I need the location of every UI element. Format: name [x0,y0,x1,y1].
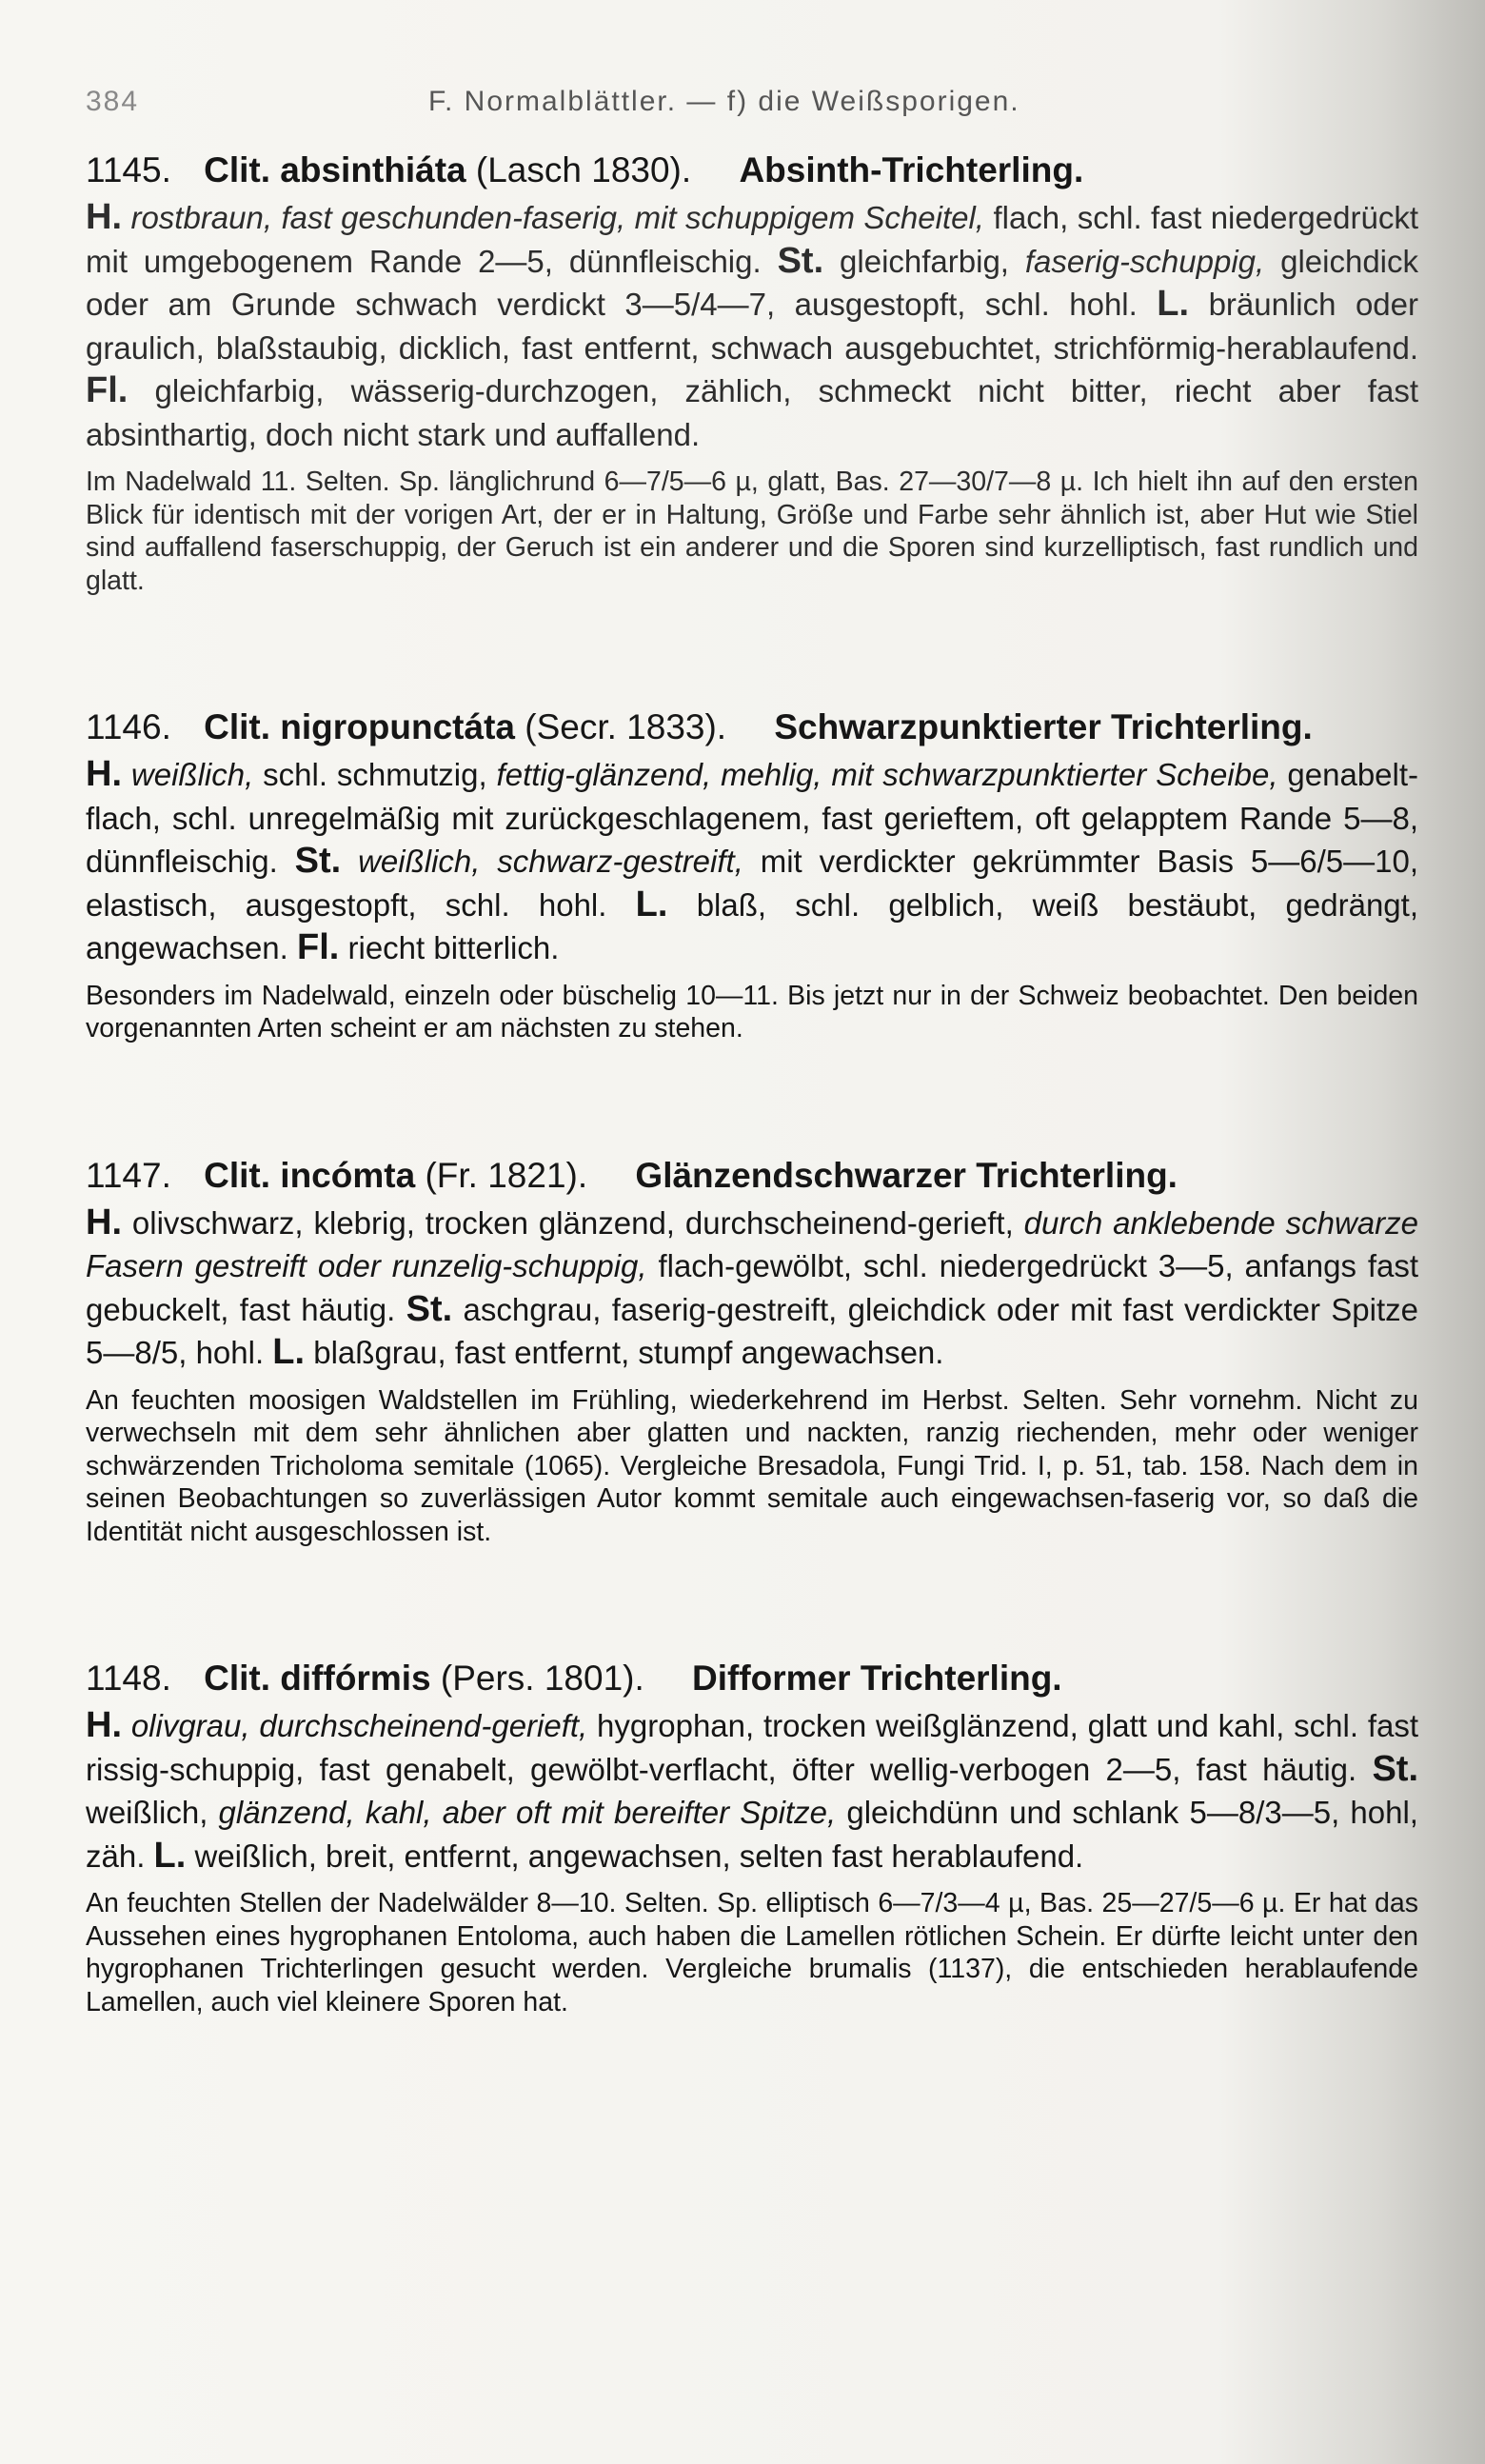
authority: (Fr. 1821). [425,1155,588,1195]
stem-text: gleichfarbig, [840,243,1009,279]
latin-name: Clit. diffórmis [204,1659,431,1698]
authority: (Lasch 1830). [475,150,692,189]
stem-text: weißlich, [86,1795,208,1830]
description [86,196,1418,456]
stem-text: aschgrau, faserig-gestreift, gleichdick oder mit fast verdickter Spitze 5—8/5, hohl. [86,1291,1419,1370]
latin-name: Clit. incómta [204,1155,416,1195]
cap-text-2: flach-gewölbt, schl. niedergedrückt 3—5, anfangs fast gebuckelt, fast häutig. [86,1248,1419,1327]
cap-text-2: genabelt-flach, schl. unregelmäßig mit zurückgeschlagenem, fast gerieftem, oft gelapptem Rande 5—8, dünnfleischig. [86,757,1419,879]
cap-italic-2: fettig-glänzend, mehlig, mit schwarzpunktierter Scheibe, [496,757,1278,792]
gills-text: blaßgrau, fast entfernt, stumpf angewachsen. [313,1335,944,1370]
cap-label: H. [86,1202,122,1242]
stem-label: St. [294,841,342,881]
cap-label: H. [86,197,122,237]
stem-italic: faserig-schuppig, [1024,243,1265,279]
species-entry-1148 [86,1653,1418,2018]
species-entry-1145 [86,145,1418,597]
entry-number: 1147. [86,1155,171,1195]
page-number: 384 [86,86,140,117]
entry-note: Im Nadelwald 11. Selten. Sp. länglichrund 6—7/5—6 µ, glatt, Bas. 27—30/7—8 µ. Ich hielt ihn auf den ersten Blick für identisch mit der vorigen Art, der er in Haltung, Größe und Farbe sehr ähnlich ist, aber Hut wie Stiel sind auffallend faserschuppig, der Geruch ist ein anderer und die Sporen sind kurzelliptisch, fast rundlich und glatt. [86,467,1418,596]
gills-label: L. [272,1332,306,1372]
description [86,1202,1418,1375]
running-title: F. Normalblättler. — f) die Weißsporigen. [428,86,1020,117]
flesh-text: riecht bitterlich. [347,930,560,965]
stem-text-2: gleichdick oder am Grunde schwach verdickt 3—5/4—7, ausgestopft, schl. hohl. [86,243,1419,322]
gills-label: L. [635,884,668,924]
common-name: Difformer Trichterling. [692,1659,1062,1698]
entry-number: 1146. [86,707,171,746]
cap-text: hygrophan, trocken weißglänzend, glatt und kahl, schl. fast rissig-schuppig, fast genabelt, gewölbt-verflacht, öfter wellig-verbogen 2—5, fast häutig. [86,1708,1419,1787]
flesh-label: Fl. [86,370,129,410]
flesh-text: gleichfarbig, wässerig-durchzogen, zählich, schmeckt nicht bitter, riecht aber fast absinthartig, doch nicht stark und auffallend. [86,373,1418,452]
entry-heading [86,1150,1418,1202]
common-name: Absinth-Trichterling. [739,150,1084,189]
authority: (Pers. 1801). [440,1659,644,1698]
common-name: Glänzendschwarzer Trichterling. [635,1155,1178,1195]
cap-label: H. [86,754,122,794]
latin-name: Clit. nigropunctáta [204,707,515,746]
flesh-label: Fl. [297,927,340,967]
entry-note: Besonders im Nadelwald, einzeln oder büschelig 10—11. Bis jetzt nur in der Schweiz beobachtet. Den beiden vorgenannten Arten scheint er am nächsten zu stehen. [86,980,1418,1043]
stem-label: St. [777,240,824,281]
cap-italic: olivgrau, durchscheinend-gerieft, [130,1708,588,1743]
cap-italic: weißlich, [130,757,254,792]
gills-label: L. [1157,284,1190,324]
common-name: Schwarzpunktierter Trichterling. [774,707,1313,746]
gills-text: blaß, schl. gelblich, weiß bestäubt, gedrängt, angewachsen. [86,886,1418,965]
cap-italic: rostbraun, fast geschunden-faserig, mit schuppigem Scheitel, [130,200,984,235]
cap-italic: durch anklebende schwarze Fasern gestreift oder runzelig-schuppig, [86,1204,1418,1283]
cap-text: schl. schmutzig, [263,757,487,792]
latin-name: Clit. absinthiáta [204,150,466,189]
stem-label: St. [1372,1748,1419,1789]
stem-italic: weißlich, schwarz-gestreift, [358,844,743,879]
entry-heading [86,145,1418,196]
gills-label: L. [153,1835,187,1876]
stem-text-2: gleichdünn und schlank 5—8/3—5, hohl, zäh. [86,1795,1418,1874]
cap-label: H. [86,1705,122,1745]
species-entry-1146 [86,702,1418,1045]
entry-note: An feuchten moosigen Waldstellen im Frühling, wiederkehrend im Herbst. Selten. Sehr vornehm. Nicht zu verwechseln mit dem sehr ähnlichen aber glatten und nackten, ranzig riechenden, mehr oder weniger schwärzenden Tricholoma semitale (1065). Vergleiche Bresadola, Fungi Trid. I, p. 51, tab. 158. Nach dem in seinen Beobachtungen so zuverlässigen Autor kommt semitale auch eingewachsen-faserig vor, so daß die Identität nicht ausgeschlossen ist. [86,1384,1418,1547]
authority: (Secr. 1833). [525,707,727,746]
cap-text: olivschwarz, klebrig, trocken glänzend, durchscheinend-gerieft, [131,1204,1014,1241]
entry-note: An feuchten Stellen der Nadelwälder 8—10. Selten. Sp. elliptisch 6—7/3—4 µ, Bas. 25—27/5—6 µ. Er hat das Aussehen eines hygrophanen Entoloma, auch haben die Lamellen rötlichen Schein. Er dürfte leicht unter den hygrophanen Trichterlingen gesucht werden. Vergleiche brumalis (1137), die entschieden herablaufende Lamellen, auch viel kleinere Sporen hat. [86,1888,1418,2017]
entry-number: 1145. [86,150,171,189]
stem-italic: glänzend, kahl, aber oft mit bereifter Spitze, [218,1795,837,1830]
entry-number: 1148. [86,1659,171,1698]
entry-heading [86,702,1418,753]
description [86,753,1418,970]
species-entry-1147 [86,1150,1418,1549]
gills-text: weißlich, breit, entfernt, angewachsen, selten fast herablaufend. [194,1838,1084,1874]
stem-label: St. [406,1288,453,1329]
gills-text: bräunlich oder graulich, blaßstaubig, dicklich, fast entfernt, schwach ausgebuchtet, strichförmig-herablaufend. [86,287,1419,366]
running-head [86,86,1418,118]
cap-text: flach, schl. fast niedergedrückt mit umgebogenem Rande 2—5, dünnfleischig. [86,200,1418,279]
entry-heading [86,1653,1418,1704]
stem-text: mit verdickter gekrümmter Basis 5—6/5—10, elastisch, ausgestopft, schl. hohl. [86,844,1418,923]
description [86,1704,1418,1878]
